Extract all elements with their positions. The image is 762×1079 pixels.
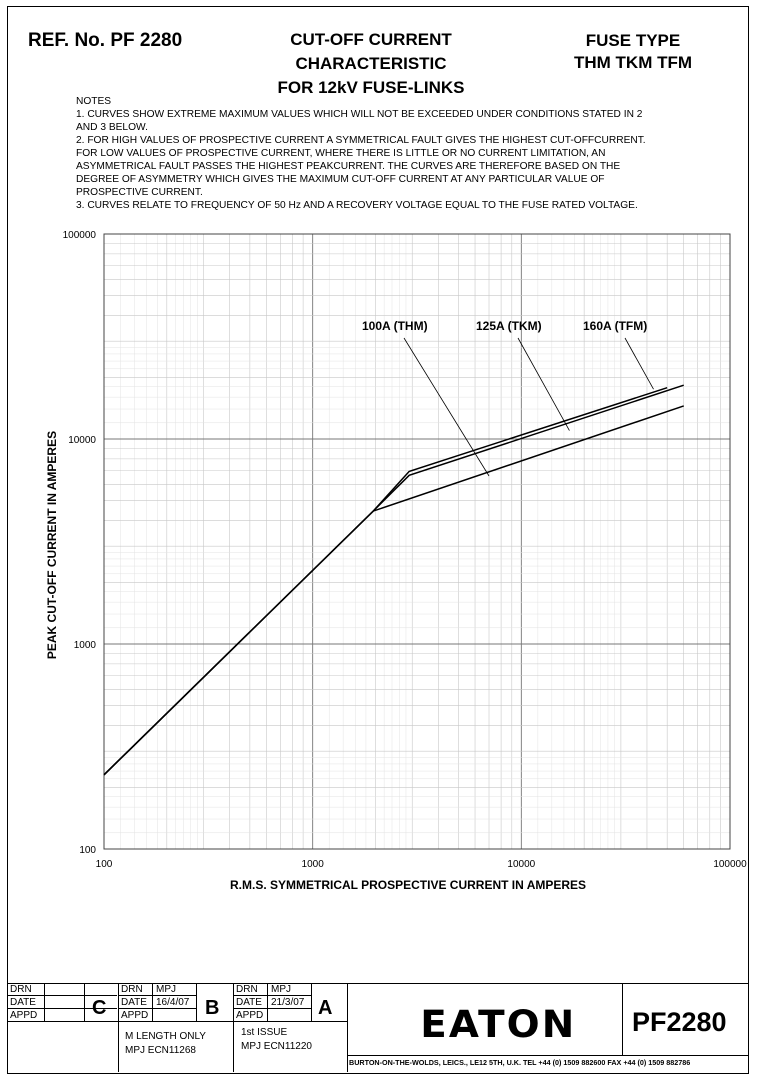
divider xyxy=(347,1055,748,1056)
revision-b-drn: MPJ xyxy=(156,984,176,995)
y-tick-label: 10000 xyxy=(68,435,96,446)
series-line-100a-thm- xyxy=(104,406,684,775)
divider xyxy=(118,995,196,996)
series-line-125a-tkm- xyxy=(104,385,684,775)
desc-line: MPJ ECN11220 xyxy=(241,1041,312,1052)
drn-label: DRN xyxy=(236,984,258,995)
x-tick-label: 1000 xyxy=(301,859,324,870)
divider xyxy=(196,983,197,1021)
divider xyxy=(152,983,153,1021)
appd-label: APPD xyxy=(121,1010,149,1021)
y-tick-label: 1000 xyxy=(73,640,96,651)
curve-label: 100A (THM) xyxy=(362,319,428,333)
note-line: FOR LOW VALUES OF PROSPECTIVE CURRENT, WHERE THERE IS LITTLE OR NO CURRENT LIMITATION, AN xyxy=(76,148,606,159)
series-line-160a-tfm- xyxy=(104,388,667,775)
note-line: ASYMMETRICAL FAULT PASSES THE HIGHEST PEAKCURRENT. THE CURVES ARE THEREFORE BASED ON THE xyxy=(76,161,621,172)
title-line: CUT-OFF CURRENT xyxy=(290,30,452,49)
date-label: DATE xyxy=(121,997,147,1008)
note-line: DEGREE OF ASYMMETRY WHICH GIVES THE MAXIMUM CUT-OFF CURRENT AT ANY PARTICULAR VALUE OF xyxy=(76,174,605,185)
divider xyxy=(233,1008,311,1009)
curve-leader-line xyxy=(518,338,569,431)
desc-line: MPJ ECN11268 xyxy=(125,1045,196,1056)
x-axis-label: R.M.S. SYMMETRICAL PROSPECTIVE CURRENT IN AMPERES xyxy=(230,878,587,892)
divider xyxy=(233,983,234,1072)
divider xyxy=(84,983,85,1021)
fuse-type-label: FUSE TYPE xyxy=(585,31,681,50)
revision-a-date: 21/3/07 xyxy=(271,997,305,1008)
appd-label: APPD xyxy=(236,1010,264,1021)
drn-label: DRN xyxy=(121,984,143,995)
desc-line: 1st ISSUE xyxy=(241,1027,288,1038)
note-line: AND 3 BELOW. xyxy=(76,122,148,133)
notes-heading: NOTES xyxy=(76,96,112,107)
company-address: BURTON-ON-THE-WOLDS, LEICS., LE12 5TH, U.K. TEL +44 (0) 1509 882600 FAX +44 (0) 1509 882786 xyxy=(349,1058,691,1067)
note-line: 2. FOR HIGH VALUES OF PROSPECTIVE CURRENT A SYMMETRICAL FAULT GIVES THE HIGHEST CUT-OFFCURRENT. xyxy=(76,135,646,146)
revision-b-description xyxy=(241,1026,312,1054)
x-tick-label: 100 xyxy=(95,859,113,870)
divider xyxy=(233,995,311,996)
note-line: PROSPECTIVE CURRENT. xyxy=(76,187,203,198)
desc-line: M LENGTH ONLY xyxy=(125,1031,206,1042)
x-tick-label: 100000 xyxy=(713,859,747,870)
date-label: DATE xyxy=(10,997,36,1008)
y-tick-label: 100000 xyxy=(62,230,96,241)
revision-b-date: 16/4/07 xyxy=(156,997,190,1008)
x-tick-label: 10000 xyxy=(507,859,536,870)
divider xyxy=(622,983,623,1055)
revision-a: A xyxy=(318,997,333,1019)
reference-number: REF. No. PF 2280 xyxy=(28,30,183,51)
curve-label: 125A (TKM) xyxy=(476,319,542,333)
revision-a-drn: MPJ xyxy=(271,984,291,995)
divider xyxy=(118,1008,196,1009)
drawing-number: PF2280 xyxy=(632,1007,727,1037)
curve-leader-line xyxy=(625,338,654,389)
note-line: 1. CURVES SHOW EXTREME MAXIMUM VALUES WHICH WILL NOT BE EXCEEDED UNDER CONDITIONS STATED IN 2 xyxy=(76,109,643,120)
divider xyxy=(44,983,45,1021)
divider xyxy=(118,983,119,1072)
revision-c-description xyxy=(125,1030,206,1058)
chart-series xyxy=(104,385,684,775)
divider xyxy=(347,983,348,1072)
y-tick-label: 100 xyxy=(79,845,96,856)
curve-label: 160A (TFM) xyxy=(583,319,648,333)
divider xyxy=(311,983,312,1021)
appd-label: APPD xyxy=(10,1010,38,1021)
drn-label: DRN xyxy=(10,984,32,995)
fuse-type-values: THM TKM TFM xyxy=(573,53,693,72)
divider xyxy=(267,983,268,1021)
date-label: DATE xyxy=(236,997,262,1008)
eaton-logo: EATON xyxy=(420,1003,577,1046)
divider xyxy=(7,995,117,996)
revision-b: B xyxy=(205,997,220,1019)
revision-c: C xyxy=(92,997,107,1019)
note-line: 3. CURVES RELATE TO FREQUENCY OF 50 Hz AND A RECOVERY VOLTAGE EQUAL TO THE FUSE RATED VOLTAGE. xyxy=(76,200,638,211)
y-axis-label: PEAK CUT-OFF CURRENT IN AMPERES xyxy=(45,430,59,660)
divider xyxy=(7,1021,347,1022)
title-line: FOR 12kV FUSE-LINKS xyxy=(277,78,465,97)
title-line: CHARACTERISTIC xyxy=(295,54,447,73)
curve-leader-line xyxy=(404,338,489,476)
